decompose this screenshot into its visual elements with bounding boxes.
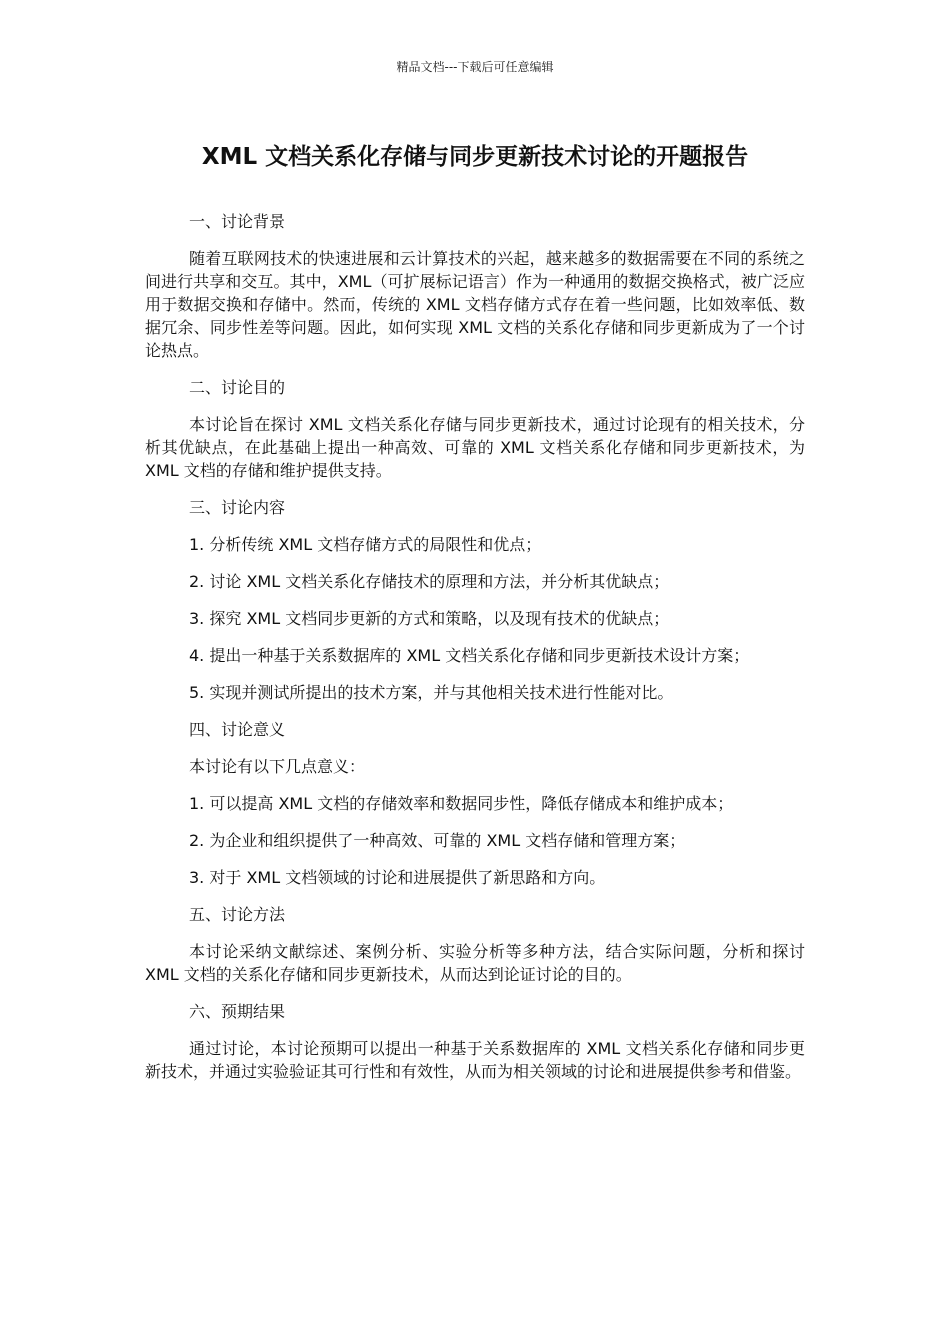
section-heading-purpose: 二、讨论目的 [189,378,286,397]
significance-intro: 本讨论有以下几点意义： [189,757,366,776]
section-heading-background: 一、讨论背景 [189,212,286,231]
list-item: 3. 对于 XML 文档领域的讨论和进展提供了新思路和方向。 [189,868,606,887]
list-item: 2. 为企业和组织提供了一种高效、可靠的 XML 文档存储和管理方案； [189,831,686,850]
section-heading-method: 五、讨论方法 [189,905,286,924]
header-note: 精品文档---下载后可任意编辑 [396,60,554,74]
section-heading-significance: 四、讨论意义 [189,720,286,739]
document-body [145,210,805,1097]
section-heading-results: 六、预期结果 [189,1002,286,1021]
list-item: 4. 提出一种基于关系数据库的 XML 文档关系化存储和同步更新技术设计方案； [189,646,750,665]
document-title: XML 文档关系化存储与同步更新技术讨论的开题报告 [201,144,749,170]
list-item: 2. 讨论 XML 文档关系化存储技术的原理和方法，并分析其优缺点； [189,572,670,591]
results-paragraph: 通过讨论，本讨论预期可以提出一种基于关系数据库的 XML 文档关系化存储和同步更新技术，并通过实验验证其可行性和有效性，从而为相关领域的讨论和进展提供参考和借鉴。 [145,1039,805,1081]
purpose-paragraph: 本讨论旨在探讨 XML 文档关系化存储与同步更新技术，通过讨论现有的相关技术，分析其优缺点，在此基础上提出一种高效、可靠的 XML 文档关系化存储和同步更新技术，为 XML 文档的存储和维护提供支持。 [145,415,805,480]
section-heading-content: 三、讨论内容 [189,498,286,517]
list-item: 1. 分析传统 XML 文档存储方式的局限性和优点； [189,535,542,554]
method-paragraph: 本讨论采纳文献综述、案例分析、实验分析等多种方法，结合实际问题，分析和探讨 XML 文档的关系化存储和同步更新技术，从而达到论证讨论的目的。 [145,942,805,984]
list-item: 1. 可以提高 XML 文档的存储效率和数据同步性，降低存储成本和维护成本； [189,794,734,813]
list-item: 5. 实现并测试所提出的技术方案，并与其他相关技术进行性能对比。 [189,683,674,702]
list-item: 3. 探究 XML 文档同步更新的方式和策略，以及现有技术的优缺点； [189,609,670,628]
background-paragraph: 随着互联网技术的快速进展和云计算技术的兴起，越来越多的数据需要在不同的系统之间进行共享和交互。其中，XML（可扩展标记语言）作为一种通用的数据交换格式，被广泛应用于数据交换和存储中。然而，传统的 XML 文档存储方式存在着一些问题，比如效率低、数据冗余、同步性差等问题。因此，如何实现 XML 文档的关系化存储和同步更新成为了一个讨论热点。 [145,249,805,360]
